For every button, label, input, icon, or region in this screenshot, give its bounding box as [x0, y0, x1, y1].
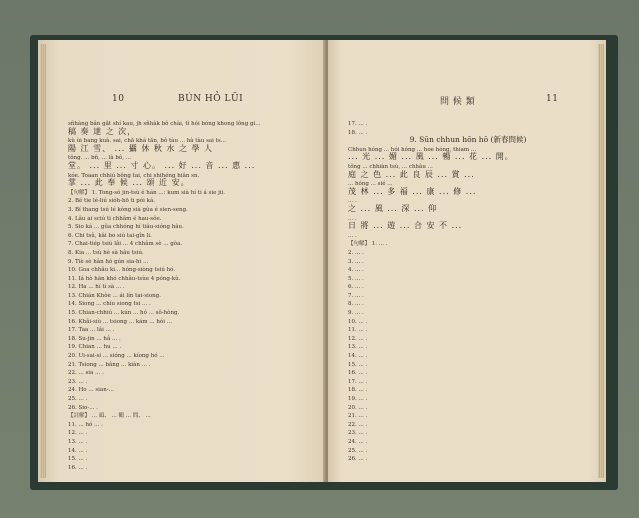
text-line: [68, 308, 304, 325]
text-line: [68, 222, 304, 239]
romanized-text-line: 15. Chian-chhiú ... kún ... hó ... sô-hòng.: [68, 310, 180, 317]
text-line: [348, 316, 588, 334]
text-line: [68, 445, 304, 463]
romanized-text-line: 17. ... .: [348, 378, 368, 385]
romanized-text-line: kóe. Toaan chhiú bông tai, chi shihéng hiân sn.: [68, 172, 200, 179]
text-line: [348, 213, 588, 231]
romanized-text-line: 11. Iá hò hán khó chhâu-tsùe 4 póng-kù.: [68, 275, 181, 282]
romanized-text-line: Chhun hóng ... hói hóng ... hoe hóng, thiam ...: [348, 146, 477, 153]
romanized-text-line: 14. Siong ... chíu siong tsi ... .: [68, 301, 151, 308]
chinese-text-line: 掌 ... 此 奉 候 ... 頌 近 安。: [68, 178, 190, 188]
romanized-text-line: 9. ... .: [348, 310, 364, 317]
romanized-text-line: 6. Chi tsû, kâi bo siú tai-gîn li.: [68, 232, 152, 239]
text-line: [68, 230, 304, 248]
romanized-text-line: 14. ... .: [348, 353, 368, 360]
text-line: [68, 110, 304, 127]
text-line: [68, 454, 304, 471]
romanized-text-line: 22. ... sia ... .: [68, 370, 104, 377]
text-line: [68, 239, 304, 256]
romanized-text-line: 16. ... .: [348, 370, 368, 377]
chinese-text-line: 堂。 ... 里 ... 寸 心。 ... 好 ... 音 ... 惠 ...: [68, 160, 256, 170]
right-page-edges: [598, 44, 604, 478]
romanized-text-line: 13. ... .: [68, 438, 88, 445]
text-line: [68, 265, 304, 282]
romanized-text-line: 3. ... .: [348, 258, 364, 265]
romanized-text-line: 19. ... .: [348, 396, 368, 402]
romanized-text-line: 3. Bí thang tsú lé kóng sià gûa é sien-seng.: [68, 206, 188, 213]
left-page: [38, 40, 325, 482]
text-line: [68, 437, 304, 454]
text-line: [348, 179, 588, 196]
romanized-text-line: 18. ... .: [348, 387, 368, 394]
romanized-text-line: 12. Ha ... hí tí sà ... .: [68, 284, 125, 291]
romanized-text-line: 7. Chai-tiép tsiú lâi ... 4 chhâm sè ... gòa.: [68, 241, 183, 248]
text-line: [348, 265, 588, 282]
romanized-text-line: 15. ... .: [68, 456, 88, 463]
text-line: [68, 256, 304, 274]
text-line: [68, 342, 304, 360]
romanized-text-line: 5. ... .: [348, 275, 364, 282]
text-line: [348, 351, 588, 368]
text-line: [348, 419, 588, 437]
text-line: [348, 144, 588, 162]
romanized-text-line: ... .: [348, 198, 357, 205]
right-page: [328, 40, 606, 482]
romanized-text-line: 14. ... .: [68, 447, 88, 454]
text-line: [68, 127, 304, 145]
text-line: [68, 290, 304, 308]
text-line: [68, 282, 304, 299]
text-line: [348, 428, 588, 445]
text-line: [348, 437, 588, 454]
left-page-number: 10: [112, 94, 125, 104]
romanized-text-line: 16. Khâi-siù ... tsiong ... kám ... hói ...: [68, 318, 172, 325]
text-line: [348, 119, 588, 136]
romanized-text-line: 13. ... .: [348, 344, 368, 351]
right-page-text: [348, 110, 588, 463]
romanized-text-line: 26. ... .: [348, 456, 368, 463]
romanized-text-line: 11. ... .: [348, 327, 368, 334]
chinese-text-line: 茂 林 ... 多 福 ... 康 ... 修 ...: [348, 186, 477, 196]
romanized-text-line: sñhàng bân găt shí kau, jh sñhàk bô chài, tì hói bóng khong lông gi...: [68, 121, 261, 127]
romanized-text-line: 10. Goa chhâu ki... hóng-siòng tsiú hó.: [68, 267, 176, 274]
text-line: [348, 308, 588, 325]
left-page-text: [68, 110, 304, 471]
left-page-header: BÚN HỎ LŨI: [178, 94, 244, 104]
text-line: [348, 136, 588, 153]
romanized-text-line: kù ùi bang kuà. sai, chă khá tăn, bô tàu ... hà tàu sai ts...: [68, 138, 226, 145]
text-line: [348, 394, 588, 411]
romanized-text-line: 12. ... .: [68, 430, 88, 437]
romanized-text-line: 18. Su-jin ... hâ ... .: [68, 335, 121, 342]
text-line: [348, 196, 588, 213]
romanized-text-line: 7. ... .: [348, 292, 364, 299]
text-line: [68, 359, 304, 377]
romanized-text-line: 【註解】 ... 頭、 ... 鶴 ... 問、 ...: [68, 413, 151, 420]
text-line: [348, 342, 588, 360]
romanized-text-line: 25. ... .: [68, 396, 88, 402]
romanized-text-line: 24. Ho ... sian-...: [68, 387, 114, 394]
text-line: [348, 411, 588, 428]
text-line: [68, 196, 304, 213]
text-line: [348, 445, 588, 463]
romanized-text-line: 12. ... .: [348, 335, 368, 342]
romanized-text-line: 23. ... .: [68, 378, 88, 385]
romanized-text-line: 18. ... .: [348, 129, 368, 136]
chinese-text-line: ... 光 ... 媚 ... 風 ... 暢 ... 花 ... 開。: [348, 152, 514, 162]
romanized-text-line: 【句解】 1. Tong-só jin-tsù é hán ...: kum sià hí ti á sie jii.: [68, 189, 226, 196]
romanized-text-line: 21. ... .: [348, 413, 368, 420]
text-line: [68, 170, 304, 188]
romanized-text-line: 25. ... .: [348, 447, 368, 454]
left-page-edges: [40, 44, 46, 478]
romanized-text-line: 19. Chian ... hu ... .: [68, 344, 122, 351]
romanized-text-line: 8. ... .: [348, 301, 364, 308]
romanized-text-line: tông ... chhiàn tsù, ... chhâu ...: [348, 163, 433, 170]
text-line: [68, 273, 304, 291]
text-line: [68, 299, 304, 317]
chinese-text-line: 陽 江 雪、 ... 攝 休 秋 水 之 學 人: [68, 143, 214, 153]
text-line: [68, 316, 304, 334]
chinese-text-line: 日 將 ... 遊 ... 合 安 不 ...: [348, 221, 463, 231]
text-line: [348, 376, 588, 394]
text-line: [348, 402, 588, 420]
chinese-text-line: 之 ... 風 ... 深 ... 仰: [348, 203, 438, 213]
right-page-header: 問 候 類: [440, 97, 476, 107]
romanized-text-line: 6. ... .: [348, 284, 364, 291]
romanized-text-line: 13. Chián Khòe ... ái lín tai-siong.: [68, 292, 161, 299]
romanized-text-line: 16. ... .: [68, 464, 88, 471]
romanized-text-line: 【句解】 1. ... .: [348, 241, 388, 248]
chinese-text-line: 稿 奏 達 之 次，: [68, 126, 137, 136]
text-line: [68, 351, 304, 368]
romanized-text-line: 20. ... .: [348, 404, 368, 411]
romanized-text-line: 2. ... .: [348, 249, 364, 256]
romanized-text-line: 17. Taa ... lâi ... .: [68, 327, 115, 334]
text-line: [348, 110, 588, 127]
romanized-text-line: 20. Ui-sai-si ... sióng ... kíong hó ...: [68, 353, 165, 360]
romanized-text-line: tông. ... bñ, ... là bô, ...: [68, 155, 131, 162]
text-line: [348, 325, 588, 342]
text-line: [348, 290, 588, 308]
romanized-text-line: 17. ... .: [348, 121, 368, 127]
section-title: 9. Sūn chhun hōn hō (新春問候): [409, 135, 527, 145]
text-line: [68, 179, 304, 196]
romanized-text-line: 22. ... .: [348, 421, 368, 428]
chinese-text-line: 庭 之 色 ... 此 良 辰 ... 賞 ...: [348, 169, 475, 179]
romanized-text-line: ... .: [348, 232, 357, 239]
text-line: [68, 162, 304, 179]
romanized-text-line: ... .: [348, 215, 357, 222]
text-line: [348, 162, 588, 179]
text-line: [68, 428, 304, 445]
text-line: [348, 333, 588, 351]
text-line: [348, 282, 588, 299]
text-line: [348, 256, 588, 274]
text-line: [68, 333, 304, 351]
text-line: [348, 273, 588, 291]
text-line: [348, 359, 588, 377]
text-line: [68, 248, 304, 265]
text-line: [348, 385, 588, 402]
romanized-text-line: 5. Sio ká ... gûa chhóng hí tiâu-sióng hâu.: [68, 224, 184, 231]
text-line: [348, 368, 588, 385]
romanized-text-line: 4. ... .: [348, 267, 364, 274]
romanized-text-line: 23. ... .: [348, 430, 368, 437]
romanized-text-line: 26. Sio-... .: [68, 404, 98, 411]
romanized-text-line: 10. ... .: [348, 318, 368, 325]
romanized-text-line: 2. Bé tie lé-liú sióh-hō ti pói ká.: [68, 198, 156, 205]
romanized-text-line: 15. ... .: [348, 361, 368, 368]
text-line: [348, 127, 588, 145]
romanized-text-line: ... hóng ... sié ...: [348, 181, 393, 188]
text-line: [348, 299, 588, 317]
romanized-text-line: 24. ... .: [348, 438, 368, 445]
text-line: [68, 325, 304, 342]
text-line: [68, 136, 304, 153]
romanized-text-line: 11. ... hó ... .: [68, 421, 103, 428]
romanized-text-line: 21. Tsiong ... bâng ... kiàn ... .: [68, 361, 151, 368]
text-line: [68, 153, 304, 170]
romanized-text-line: 9. Tiè sè hân hó gún sia-hi ...: [68, 258, 149, 265]
text-line: [348, 230, 588, 248]
romanized-text-line: 8. Kia ... tsù hé sà hâu tsiú.: [68, 249, 144, 256]
romanized-text-line: 4. Lâu ai sciú ti chhâm é hau-sôe.: [68, 215, 162, 222]
right-page-number: 11: [546, 94, 559, 104]
text-line: [68, 376, 304, 394]
text-line: [68, 402, 304, 420]
